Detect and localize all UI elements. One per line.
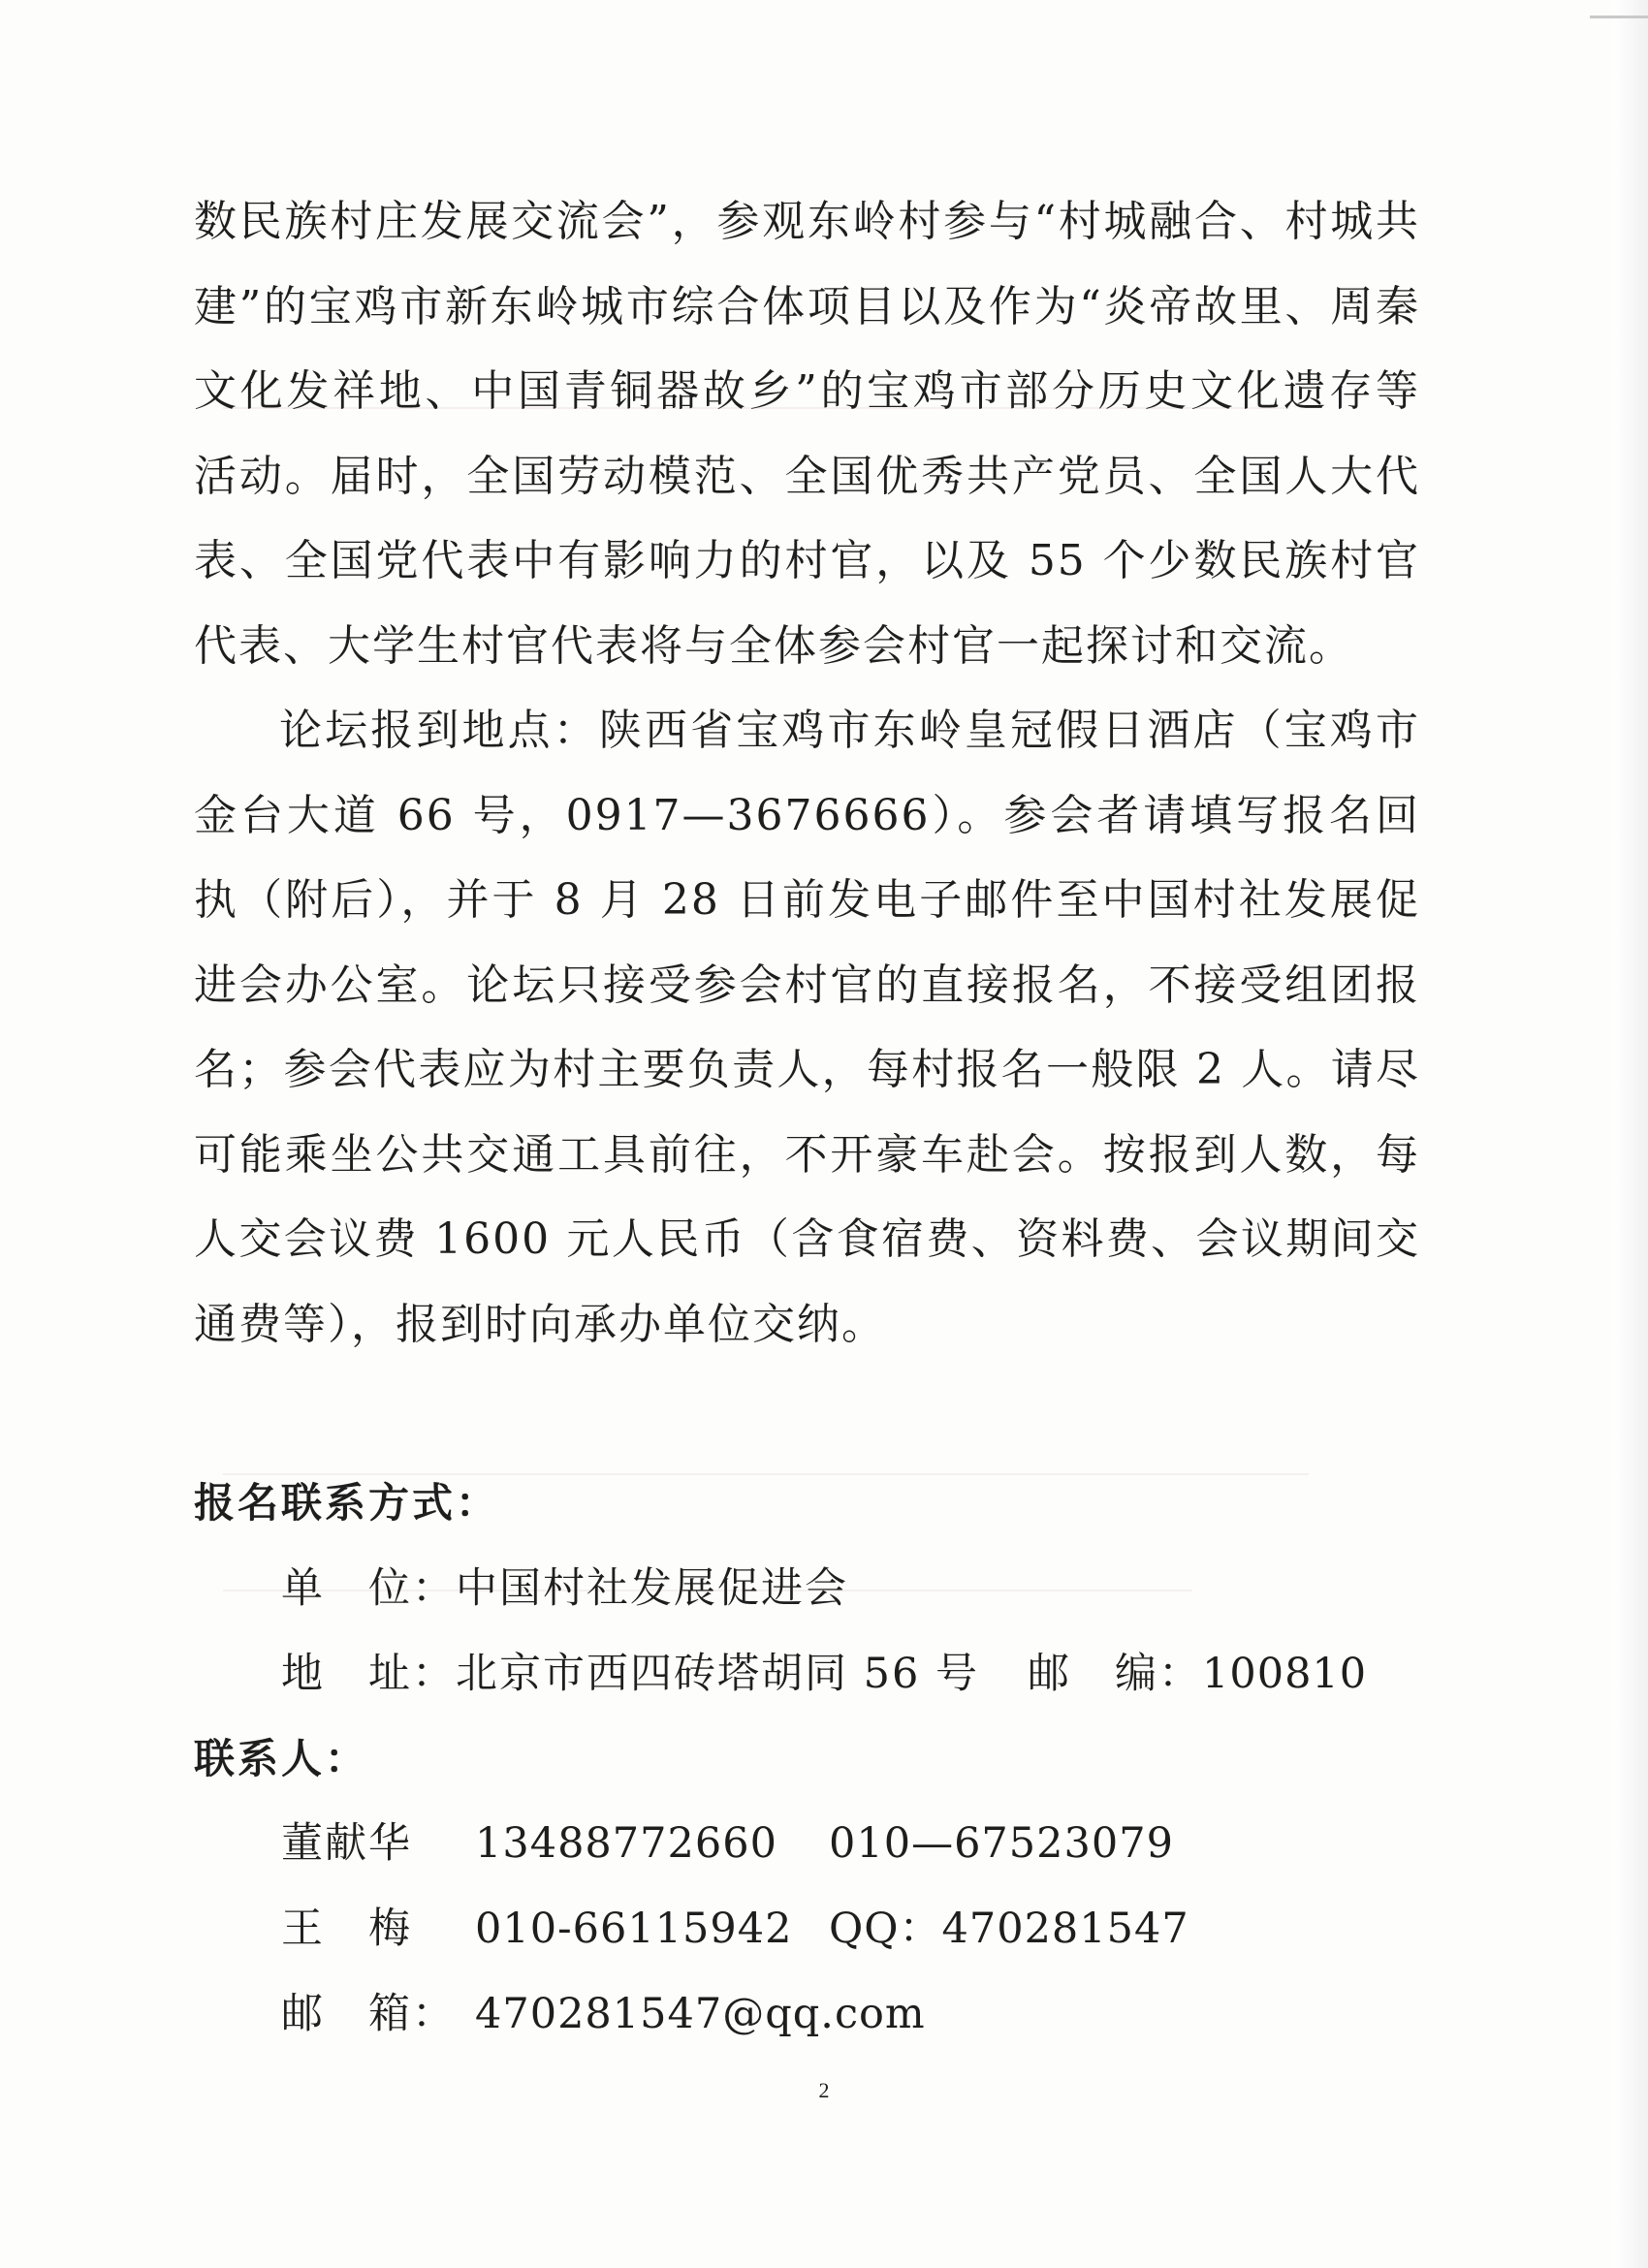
unit-label: 单 位： [281,1564,456,1613]
address-row [281,1641,1367,1700]
page-number: 2 [818,2078,830,2102]
scan-edge [1613,0,1648,2268]
address-label: 地 址： [281,1650,456,1698]
scan-corner-mark [1590,0,1648,18]
email-label: 邮 箱： [281,1990,456,2038]
contact-phone: 010-66115942 [475,1905,793,1953]
body-text [194,179,1420,1367]
unit-value: 中国村社发展促进会 [456,1564,848,1613]
contact-name: 王 梅 [281,1905,412,1953]
unit-row [281,1556,848,1615]
contacts-heading: 联系人： [194,1735,369,1782]
email-row [281,1981,926,2040]
contact-row [281,1811,1174,1870]
contact-name: 董献华 [281,1819,412,1868]
contact-row [281,1896,1189,1955]
registration-heading: 报名联系方式： [194,1479,500,1527]
email-value: 470281547@qq.com [475,1990,926,2038]
postcode-value: 100810 [1202,1650,1368,1698]
postcode-label: 邮 编： [1028,1650,1202,1698]
paragraph-forum-activities: 数民族村庄发展交流会”，参观东岭村参与“村城融合、村城共建”的宝鸡市新东岭城市综合体项目以及作为“炎帝故里、周秦文化发祥地、中国青铜器故乡”的宝鸡市部分历史文化遗存等活动。届时，全国劳动模范、全国优秀共产党员、全国人大代表、全国党代表中有影响力的村官，以及 55 个少数民族村官代表、大学生村官代表将与全体参会村官一起探讨和交流。 [194,197,1420,671]
paragraph-registration-details: 论坛报到地点：陕西省宝鸡市东岭皇冠假日酒店（宝鸡市金台大道 66 号，0917—3676666）。参会者请填写报名回执（附后），并于 8 月 28 日前发电子邮件至中国村社发展促进会办公室。论坛只接受参会村官的直接报名，不接受组团报名；参会代表应为村主要负责人，每村报名一般限 2 人。请尽可能乘坐公共交通工具前往，不开豪车赴会。按报到人数，每人交会议费 1600 元人民币（含食宿费、资料费、会议期间交通费等），报到时向承办单位交纳。 [194,706,1420,1349]
contact-qq: QQ：470281547 [829,1905,1189,1953]
contact-mobile: 13488772660 [475,1819,777,1868]
address-value: 北京市西四砖塔胡同 56 号 [456,1650,980,1698]
contact-landline: 010—67523079 [829,1819,1174,1868]
